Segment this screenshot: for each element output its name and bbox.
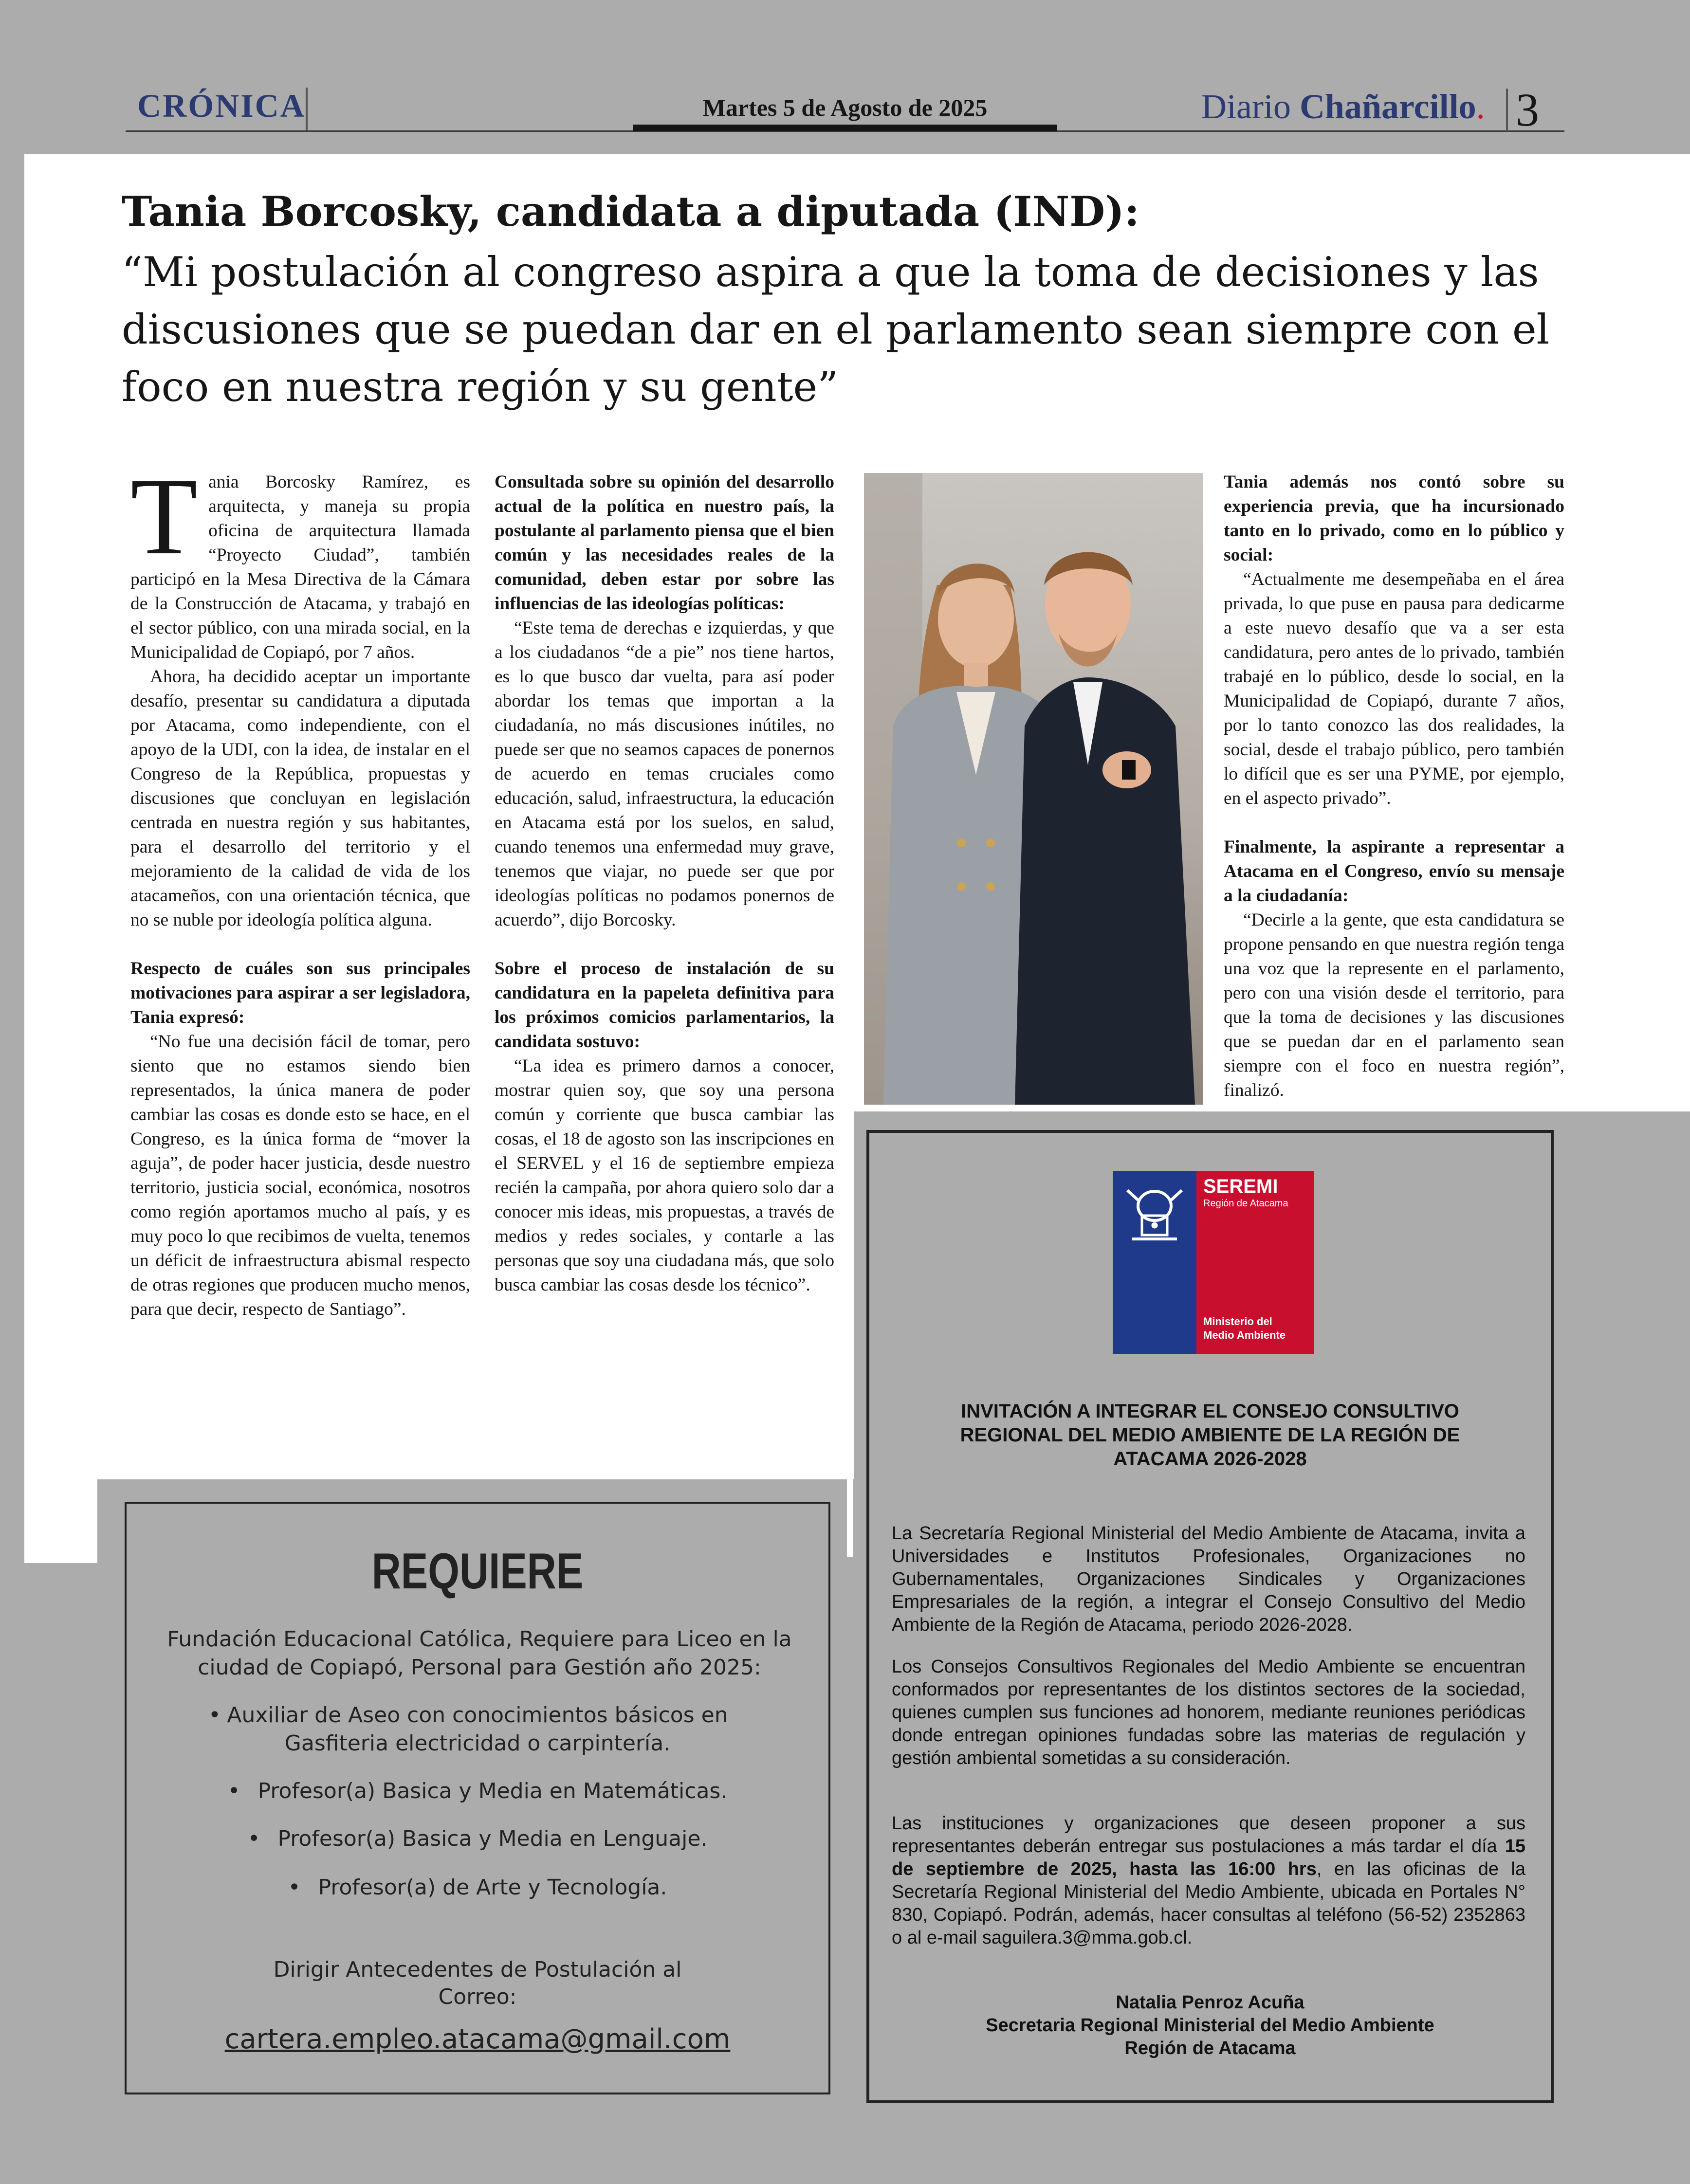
paragraph: “La idea es primero darnos a conocer, mostrar quien soy, que soy una persona común y corriente que busca cambiar las cosas, el 18 de agosto son las inscripciones en el SERVEL y el 16 de septiembre empieza recién la campaña, por ahora quiero solo dar a conocer mis ideas, mis propuestas, a través de medios y redes sociales, y contarle a las personas que soy una ciudadana más, que solo busca cambiar las cosas desde los técnico”. [495,1056,834,1295]
article-photo [864,473,1203,1105]
paper-dot: . [1476,87,1485,126]
job-ad-directions: Dirigir Antecedentes de Postulación al Correo: [273,1957,682,2009]
logo-subtitle: Región de Atacama [1203,1198,1288,1209]
signer-title: Secretaria Regional Ministerial del Medio Ambiente [986,2015,1434,2036]
page-number: 3 [1516,84,1539,136]
job-ad-email[interactable]: cartera.empleo.atacama@gmail.com [224,2023,731,2055]
question-heading: Sobre el proceso de instalación de su candidatura en la papeleta definitiva para los próximos comicios parlamentarios, la candidata sostuvo: [495,959,834,1052]
header-rule-thick [633,125,1057,131]
header-divider [306,88,308,131]
newspaper-name [1201,87,1485,127]
seremi-ad-box [866,1130,1554,2103]
seremi-paragraph: Las instituciones y organizaciones que deseen proponer a sus representantes deberán entregar sus postulaciones a más tardar el día 15 de septiembre de 2025, hasta las 16:00 hrs, en las oficinas de la Secretaría Regional Ministerial del Medio Ambiente, ubicada en Portales N° 830, Copiapó. Podrán, además, hacer consultas al teléfono (56-52) 2352863 o al e-mail saguilera.3@mma.gob.cl. [892,1813,1525,1948]
seremi-paragraph: La Secretaría Regional Ministerial del Medio Ambiente de Atacama, invita a Universidades e Institutos Profesionales, Organizaciones no Gubernamentales, Organizaciones Sindicales y Organizaciones Empresariales de la región, a integrar el Consejo Consultivo del Medio Ambiente de la Región de Atacama, periodo 2026-2028. [892,1523,1525,1635]
bullet-icon: • [288,1875,301,1900]
job-ad-box [125,1502,830,2094]
list-item: • Profesor(a) Basica y Media en Matemáticas. [227,1779,728,1803]
question-heading: Finalmente, la aspirante a representar a Atacama en el Congreso, envío su mensaje a la ciudadanía: [1224,837,1564,906]
drop-cap: T [130,455,198,577]
seremi-signature [899,1991,1522,2060]
article-background-strip [847,1110,853,1557]
paragraph: “Decirle a la gente, que esta candidatura se propone pensando en que nuestra región tenga una voz que la represente en el parlamento, pero con una visión desde el territorio, para que la toma de decisiones y las discusiones que se puedan dar en el parlamento sean siempre con el foco en nuestra región”, finalizó. [1224,910,1564,1100]
paper-prefix: Diario [1201,87,1300,126]
paper-title: Chañarcillo [1299,87,1476,126]
article-column-2 [495,470,834,1297]
bullet-icon: • [227,1779,240,1803]
headline-quote: “Mi postulación al congreso aspira a que la toma de decisiones y las discusiones que se puedan dar en el parlamento sean siempre con el foco en nuestra región y su gente” [122,248,1550,411]
seremi-paragraph: Los Consejos Consultivos Regionales del Medio Ambiente se encuentran conformados por representantes de los distintos sectores de la sociedad, quienes cumplen sus funciones ad honorem, mediante reuniones periódicas donde entregan opiniones fundadas sobre las materias de regulación y gestión ambiental sometidas a su consideración. [892,1656,1525,1768]
section-label: CRÓNICA [137,87,306,124]
deadline: 15 de septiembre de 2025, hasta las 16:00 hrs [892,1836,1525,1879]
article-column-1 [130,455,470,1322]
article-column-3 [1224,470,1564,1103]
list-item: • Auxiliar de Aseo con conocimientos básicos en Gasfiteria electricidad o carpintería. [127,1701,828,1758]
seremi-logo [1113,1171,1314,1354]
job-ad-title: REQUIERE [371,1543,584,1600]
paragraph: “Este tema de derechas e izquierdas, y que a los ciudadanos “de a pie” nos tiene hartos, es lo que busco dar vuelta, para así poder abordar los temas que importan a la ciudadanía, no más discusiones inútiles, no puede ser que no seamos capaces de ponernos de acuerdo en temas cruciales como educación, salud, infraestructura, la educación en Atacama está por los suelos, en salud, cuando tenemos una enfermedad muy grave, tenemos que viajar, no puede ser que por ideologías políticas no podamos ponernos de acuerdo”, dijo Borcosky. [495,618,834,930]
paragraph: “No fue una decisión fácil de tomar, pero siento que no estamos siendo bien representados, la única manera de poder cambiar las cosas es donde esto se hace, en el Congreso, es la única forma de “mover la aguja”, de poder hacer justicia, desde nuestro territorio, justicia social, económica, nosotros como región aportamos mucho al país, y es muy poco lo que recibimos de vuelta, tenemos un déficit de infraestructura abismal respecto de otras regiones que producen mucho menos, para que decir, respecto de Santiago”. [130,1032,470,1319]
bullet-icon: • [208,1703,221,1728]
issue-date: Martes 5 de Agosto de 2025 [702,94,988,121]
signer-region: Región de Atacama [1124,2038,1296,2058]
paragraph: Ahora, ha decidido aceptar un importante desafío, presentar su candidatura a diputada por Atacama, como independiente, con el apoyo de la UDI, con la idea, de instalar en el Congreso de la República, propuestas y discusiones que concluyan en legislación centrada en nuestra región y sus habitantes, para el desarrollo del territorio y el mejoramiento de la calidad de vida de los atacameños, con una orientación técnica, que no se nuble por ideología política alguna. [130,667,470,930]
job-ad-intro: Fundación Educacional Católica, Requiere para Liceo en la ciudad de Copiapó, Personal para Gestión año 2025: [167,1627,792,1680]
bullet-icon: • [247,1826,260,1851]
list-item: • Profesor(a) de Arte y Tecnología. [288,1875,667,1900]
list-item: • Profesor(a) Basica y Media en Lenguaje. [247,1826,708,1851]
headline-lead: Tania Borcosky, candidata a diputada (IND): [122,187,1139,236]
question-heading: Tania además nos contó sobre su experiencia previa, que ha incursionado tanto en lo privado, como en lo público y social: [1224,472,1564,565]
paragraph: ania Borcosky Ramírez, es arquitecta, y maneja su propia oficina de arquitectura llamada “Proyecto Ciudad”, también participó en la Mesa Directiva de la Cámara de la Construcción de Atacama, y trabajó en el sector público, con una mirada social, en la Municipalidad de Copiapó, por 7 años. [130,472,470,662]
article-background-notch [24,1479,97,1563]
question-heading: Respecto de cuáles son sus principales motivaciones para aspirar a ser legisladora, Tania expresó: [130,959,470,1027]
signer-name: Natalia Penroz Acuña [1116,1992,1304,2013]
photo-illustration [864,473,1203,1105]
seremi-ad-title: INVITACIÓN A INTEGRAR EL CONSEJO CONSULTIVO REGIONAL DEL MEDIO AMBIENTE DE LA REGIÓN DE ATACAMA 2026-2028 [960,1401,1460,1470]
paragraph: “Actualmente me desempeñaba en el área privada, lo que puse en pausa para dedicarme a este nuevo desafío que va a ser esta candidatura, pero antes de lo privado, también trabajé en lo público, desde lo social, en la Municipalidad de Copiapó, durante 7 años, por lo tanto conozco las dos realidades, la social, desde el trabajo público, pero también lo difícil que es ser una PYME, por ejemplo, en el aspecto privado”. [1224,569,1564,808]
logo-title: SEREMI [1203,1176,1278,1197]
page-number-divider [1506,89,1508,131]
logo-ministry: Ministerio del Medio Ambiente [1203,1315,1286,1341]
question-heading: Consultada sobre su opinión del desarrollo actual de la política en nuestro país, la postulante al parlamento piensa que el bien común y las necesidades reales de la comunidad, deben estar por sobre las influencias de las ideologías políticas: [495,472,834,614]
